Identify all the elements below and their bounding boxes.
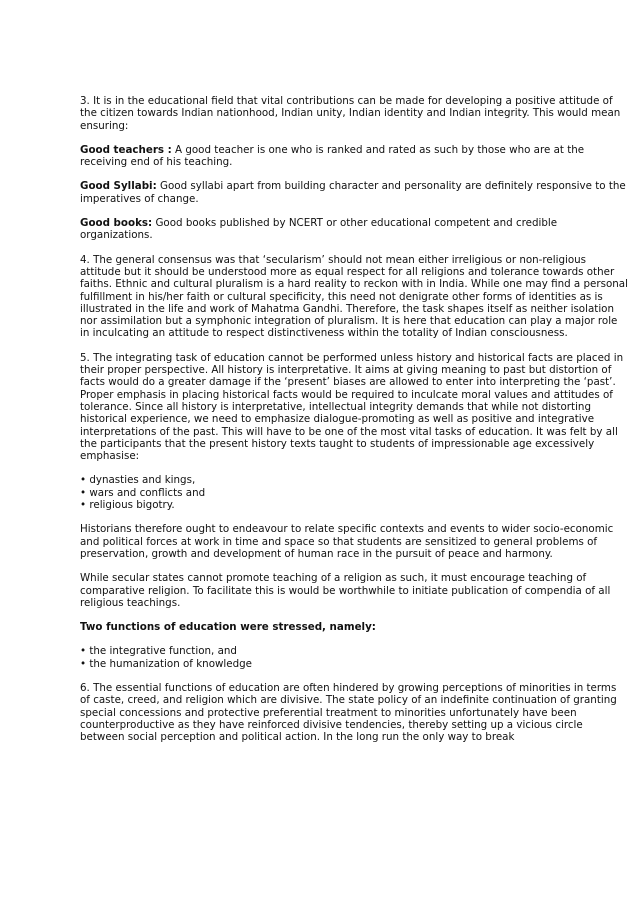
functions-list <box>80 645 628 670</box>
list-item: • the integrative function, and <box>80 645 237 658</box>
historians-paragraph: Historians therefore ought to endeavour to relate specific contexts and events to wider socio-economic and political forces at work in time and space so that students are sensitized to general problems of preservation, growth and development of human race in the pursuit of peace and harmony. <box>80 523 614 560</box>
good-syllabi-text: Good syllabi apart from building character and personality are definitely responsive to the imperatives of change. <box>80 180 626 205</box>
good-books-paragraph <box>80 217 628 242</box>
list-item: • wars and conflicts and <box>80 486 206 499</box>
two-functions-heading: Two functions of education were stressed, namely: <box>80 621 376 634</box>
good-books-label: Good books: <box>80 217 153 230</box>
list-item: • the humanization of knowledge <box>80 657 253 670</box>
paragraph-6: 6. The essential functions of education are often hindered by growing perceptions of minorities in terms of caste, creed, and religion which are divisive. The state policy of an indefinite continuation of granting special concessions and protective preferential treatment to minorities unfortunately have been counterproductive as they have reinforced divisive tendencies, thereby setting up a vicious circle between social perception and political action. In the long run the only way to break <box>80 681 617 744</box>
good-teachers-text: A good teacher is one who is ranked and rated as such by those who are at the receiving end of his teaching. <box>80 143 585 169</box>
good-books-text: Good books published by NCERT or other educational competent and credible organizations. <box>80 217 558 242</box>
good-syllabi-label: Good Syllabi: <box>80 180 157 193</box>
paragraph-3: 3. It is in the educational field that vital contributions can be made for developing a positive attitude of the citizen towards Indian nationhood, Indian unity, Indian identity and Indian integrity. This would mean ensuring: <box>80 95 621 132</box>
good-syllabi-paragraph <box>80 180 628 205</box>
list-item: • religious bigotry. <box>80 499 175 512</box>
list-item: • dynasties and kings, <box>80 474 196 487</box>
document-page <box>80 95 628 755</box>
paragraph-4: 4. The general consensus was that ‘secularism’ should not mean either irreligious or non-religious attitude but it should be understood more as equal respect for all religions and tolerance towards other faiths. Ethnic and cultural pluralism is a hard reality to reckon with in India. While one may find a personal fulfillment in his/her faith or cultural specificity, this need not denigrate other forms of identities as is illustrated in the life and work of Mahatma Gandhi. Therefore, the task shapes itself as neither isolation nor assimilation but a symphonic integration of pluralism. It is here that education can play a major role in inculcating an attitude to respect distinctiveness within the totality of Indian consciousness. <box>80 253 628 340</box>
good-teachers-label: Good teachers : <box>80 143 172 156</box>
history-emphasis-list <box>80 474 628 511</box>
good-teachers-paragraph <box>80 144 628 169</box>
paragraph-5: 5. The integrating task of education cannot be performed unless history and historical facts are placed in their proper perspective. All history is interpretative. It aims at giving meaning to past but distortion of facts would do a greater damage if the ‘present’ biases are allowed to enter into interpreting the ‘past’. Proper emphasis in placing historical facts would be required to inculcate moral values and attitudes of tolerance. Since all history is interpretative, intellectual integrity demands that while not distorting historical experience, we need to emphasize dialogue-promoting as well as positive and integrative interpretations of the past. This will have to be one of the most vital tasks of education. It was felt by all the participants that the present history texts taught to students of impressionable age excessively emphasise: <box>80 351 624 463</box>
secular-states-paragraph: While secular states cannot promote teaching of a religion as such, it must encourage teaching of comparative religion. To facilitate this is would be worthwhile to initiate publication of compendia of all religious teachings. <box>80 572 611 609</box>
